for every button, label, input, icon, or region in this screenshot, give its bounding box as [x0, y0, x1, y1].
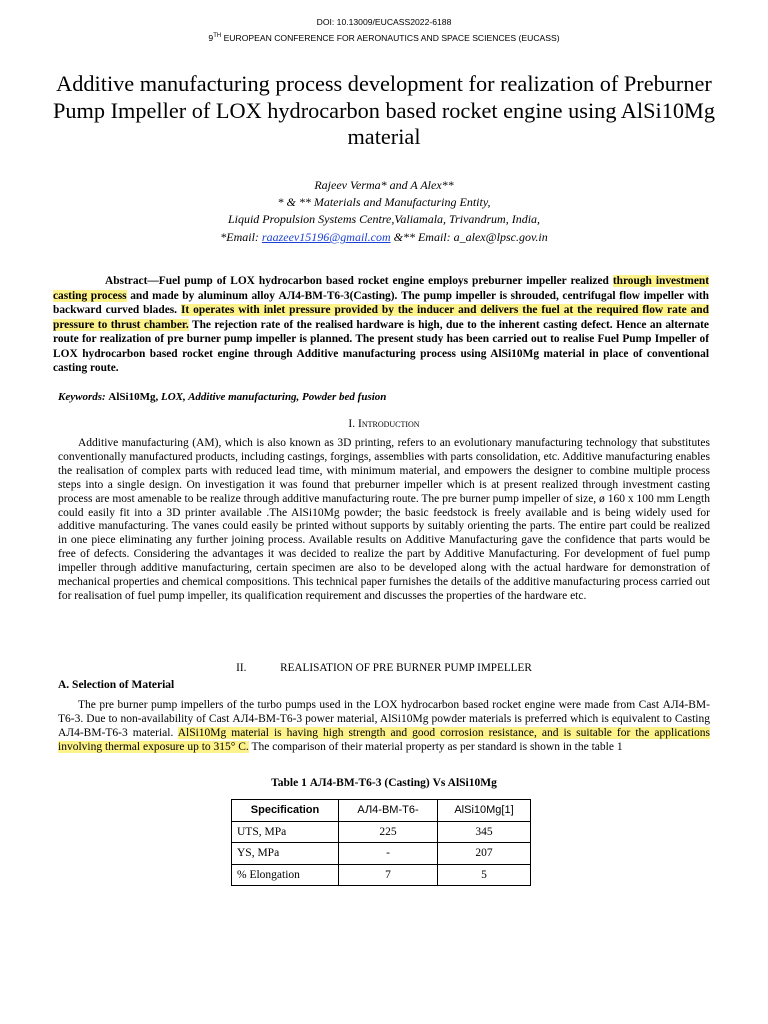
section-title: REALISATION OF PRE BURNER PUMP IMPELLER	[280, 662, 532, 674]
author-emails	[0, 230, 768, 245]
keyword-first: AlSi10Mg,	[108, 391, 159, 403]
email-link[interactable]: raazeev15196@gmail.com	[261, 230, 391, 244]
conf-ordinal-suffix: TH	[213, 33, 222, 40]
material-part-1: The pre burner pump impellers of the turbo pumps used in the LOX hydrocarbon based rocket engine were made from Cast АЛ4-ВМ-Т6-3. Due to non-availability of Cast АЛ4-ВМ-Т6-3 power material, AlSi10Mg powder materials is preferred which is equivalent to Casting АЛ4-ВМ-Т6-3 material.	[58, 699, 710, 739]
abstract-highlight-2: It operates with inlet pressure provided by the inducer and delivers the fuel at the required flow rate and pressure to thrust chamber.	[53, 304, 709, 331]
table-row	[232, 821, 531, 843]
keywords-rest: LOX, Additive manufacturing, Powder bed fusion	[158, 391, 387, 403]
table-cell: -	[339, 843, 438, 865]
section-heading-introduction: I. Introduction	[348, 418, 420, 430]
keywords-label: Keywords:	[58, 391, 109, 403]
table-header: AlSi10Mg[1]	[438, 800, 531, 822]
email-rest: &** Email: a_alex@lpsc.gov.in	[390, 230, 548, 244]
comparison-table	[231, 799, 531, 886]
paper-title: Additive manufacturing process development for realization of Preburner Pump Impeller of LOX hydrocarbon based rocket engine using AlSi10Mg material	[53, 71, 715, 149]
table-cell: UTS, MPa	[232, 821, 339, 843]
table-cell: 225	[339, 821, 438, 843]
table-cell: 7	[339, 864, 438, 886]
conf-title: EUROPEAN CONFERENCE FOR AERONAUTICS AND SPACE SCIENCES (EUCASS)	[221, 33, 560, 43]
conf-ordinal: 9	[208, 33, 214, 43]
conference-name	[0, 33, 768, 43]
table-cell: 345	[438, 821, 531, 843]
table-header: Specification	[232, 800, 339, 822]
table-cell: % Elongation	[232, 864, 339, 886]
table-cell: 5	[438, 864, 531, 886]
table-cell: YS, MPa	[232, 843, 339, 865]
material-highlight: AlSi10Mg material is having high strength and good corrosion resistance, and is suitable for the applications involving thermal exposure up to 315° C.	[58, 726, 710, 753]
section-heading-realisation	[0, 662, 768, 674]
table-row	[232, 843, 531, 865]
introduction-paragraph	[58, 437, 710, 604]
affiliation-address: Liquid Propulsion Systems Centre,Valiamala, Trivandrum, India,	[227, 212, 541, 226]
doi: DOI: 10.13009/EUCASS2022-6188	[316, 17, 452, 27]
table-caption: Table 1 АЛ4-ВМ-Т6-3 (Casting) Vs AlSi10Mg	[271, 777, 497, 789]
section-number: II.	[236, 662, 247, 674]
abstract-part-1: Abstract—Fuel pump of LOX hydrocarbon based rocket engine employs preburner impeller realized	[105, 275, 613, 287]
abstract	[53, 274, 709, 376]
table-row	[232, 864, 531, 886]
affiliation-entity: * & ** Materials and Manufacturing Entity,	[277, 195, 491, 209]
abstract-highlight-1: through investment casting process	[53, 275, 709, 302]
subsection-heading: A. Selection of Material	[58, 679, 175, 691]
introduction-text: Additive manufacturing (AM), which is also known as 3D printing, refers to an evolutionary manufacturing technology that substitutes conventionally manufactured products, including castings, forgings, assemblies with parts consolidation, etc. Additive manufacturing enables the realisation of complex parts with reduced lead time, with minimum material, and empowers the designer to combine multiple process steps into a single design. On investigation it was found that preburner impeller which is at present realized through investment casting process are most amenable to be realize through additive manufacturing route. The pre burner pump impeller of size, ø 160 x 100 mm Length could easily fit into a 3D printer available .The AlSi10Mg powder; the basic feedstock is freely available and is being widely used for additive manufacturing. The vanes could easily be printed without supports by suitably orienting the parts. The entire part could be realized in one piece eliminating any further joining process. Available results on Additive Manufacturing gave the confidence that parts would be free of defects. Considering the advantages it was decided to realize the part by Additive Manufacturing. For development of fuel pump impeller through additive manufacturing, certain specimen are also to be developed along with the actual hardware for demonstration of mechanical properties and chemical compositions. This technical paper furnishes the details of the additive manufacturing process carried out for realisation of fuel pump impeller, its qualification requirement and discusses the properties of the hardware etc.	[58, 437, 710, 602]
material-paragraph	[58, 699, 710, 755]
table-header-row	[232, 800, 531, 822]
abstract-part-2: and made by aluminum alloy АЛ4-ВМ-Т6-3(Casting). The pump impeller is shrouded, centrifugal flow impeller with backward curved blades.	[53, 289, 709, 316]
author-names: Rajeev Verma* and A Alex**	[314, 178, 454, 192]
keywords	[58, 391, 386, 403]
table-cell: 207	[438, 843, 531, 865]
table-header: АЛ4-ВМ-Т6-	[339, 800, 438, 822]
abstract-part-3: The rejection rate of the realised hardware is high, due to the inherent casting defect. Hence an alternate route for realization of pre burner pump impeller is planned. The present study has been carried out to realise Fuel Pump Impeller of LOX hydrocarbon based rocket engine through Additive manufacturing process using AlSi10Mg material in place of conventional casting route.	[53, 318, 709, 374]
material-part-2: The comparison of their material property as per standard is shown in the table 1	[248, 740, 623, 753]
email-prefix: *Email:	[220, 230, 262, 244]
